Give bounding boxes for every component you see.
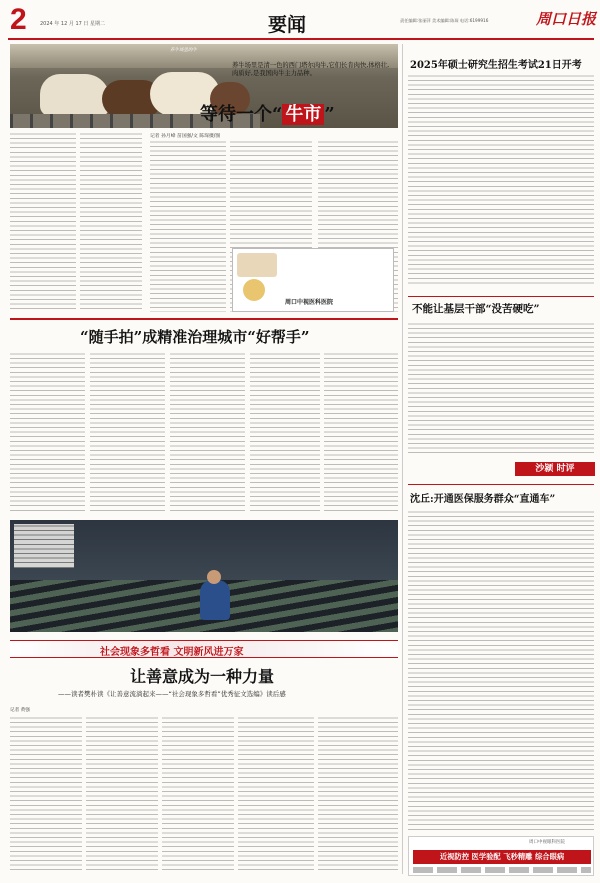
- graduate-headline: 2025年硕士研究生招生考试21日开考: [410, 60, 582, 71]
- book-body-col: [10, 716, 82, 874]
- cattle-headline: [200, 100, 335, 126]
- worker-head: [207, 570, 221, 584]
- cattle-headline-suffix: ”: [324, 104, 335, 125]
- editorial-rule: [408, 296, 594, 297]
- footer-ad-strip: [413, 867, 591, 873]
- book-body-col: [318, 716, 398, 874]
- masthead-rule: [8, 38, 594, 40]
- cattle-byline: 记者 孙月峰 苗国强/文 陈琛摄/图: [150, 134, 221, 139]
- ad-illustration: [237, 253, 277, 277]
- column-divider: [402, 44, 403, 874]
- footer-hospital: 周口中视眼科医院: [529, 840, 565, 845]
- banner: [10, 640, 398, 658]
- city-rule: [10, 318, 398, 320]
- clinic-ad-label: 周口中视医科医院: [285, 299, 334, 306]
- book-headline: 让善意成为一种力量: [130, 667, 275, 686]
- city-body-col: [324, 352, 398, 512]
- photo-caption-top: 养牛场里的牛: [170, 48, 197, 53]
- cattle-headline-highlight: 牛市: [282, 104, 324, 125]
- book-body-col: [238, 716, 314, 874]
- city-body-col: [170, 352, 245, 512]
- book-body-col: [162, 716, 234, 874]
- medical-rule: [408, 484, 594, 485]
- graduate-body: [408, 74, 594, 284]
- page-number: 2: [10, 3, 27, 36]
- date-line: 2024 年 12 月 17 日 星期二: [40, 21, 105, 27]
- masthead: [0, 0, 600, 40]
- footer-ad: [408, 836, 594, 876]
- city-body-col: [250, 352, 320, 512]
- ad-circle: [243, 279, 265, 301]
- cattle-caption: 养牛场里是清一色的西门塔尔肉牛,它们长肯肉快,体格壮,肉质好,是我国肉牛主力品种。: [232, 62, 390, 78]
- editorial-column-logo: 沙颍 时评: [515, 462, 595, 476]
- editorial-headline: 不能让基层干部“没苦硬吃”: [412, 303, 540, 315]
- worker-figure: [200, 580, 230, 620]
- medical-headline: 沈丘:开通医保服务群众“直通车”: [410, 494, 556, 505]
- editorial-body: [408, 322, 594, 456]
- city-body-col: [10, 352, 85, 512]
- cattle-body-col: [150, 140, 226, 312]
- farm-photo-caption: [14, 524, 74, 568]
- cattle-body-col: [10, 132, 76, 312]
- city-body-col: [90, 352, 165, 512]
- book-byline: 记者 黄强: [10, 708, 30, 713]
- newspaper-logo: 周口日报: [536, 10, 597, 28]
- footer-ad-text: 近视防控 医学验配 飞秒精雕 综合眼病: [413, 850, 591, 864]
- clinic-ad: [232, 248, 394, 312]
- book-subhead: ——读者樊朴读《让善意流淌起来——“社会现象多哲看”优秀征文选编》读后感: [58, 690, 286, 698]
- cattle-body-col: [80, 132, 142, 312]
- book-body-col: [86, 716, 158, 874]
- cattle-headline-prefix: 等待一个“: [200, 104, 283, 125]
- medical-body: [408, 510, 594, 830]
- city-headline: “随手拍”成精准治理城市“好帮手”: [80, 328, 310, 346]
- editor-line: 责任编辑:张丽萍 美术编辑:陈琛 电话:6199916: [400, 18, 489, 23]
- section-title: 要闻: [268, 14, 307, 36]
- banner-text: 社会现象多哲看 文明新风进万家: [100, 647, 244, 658]
- cattle-figure: [40, 74, 110, 116]
